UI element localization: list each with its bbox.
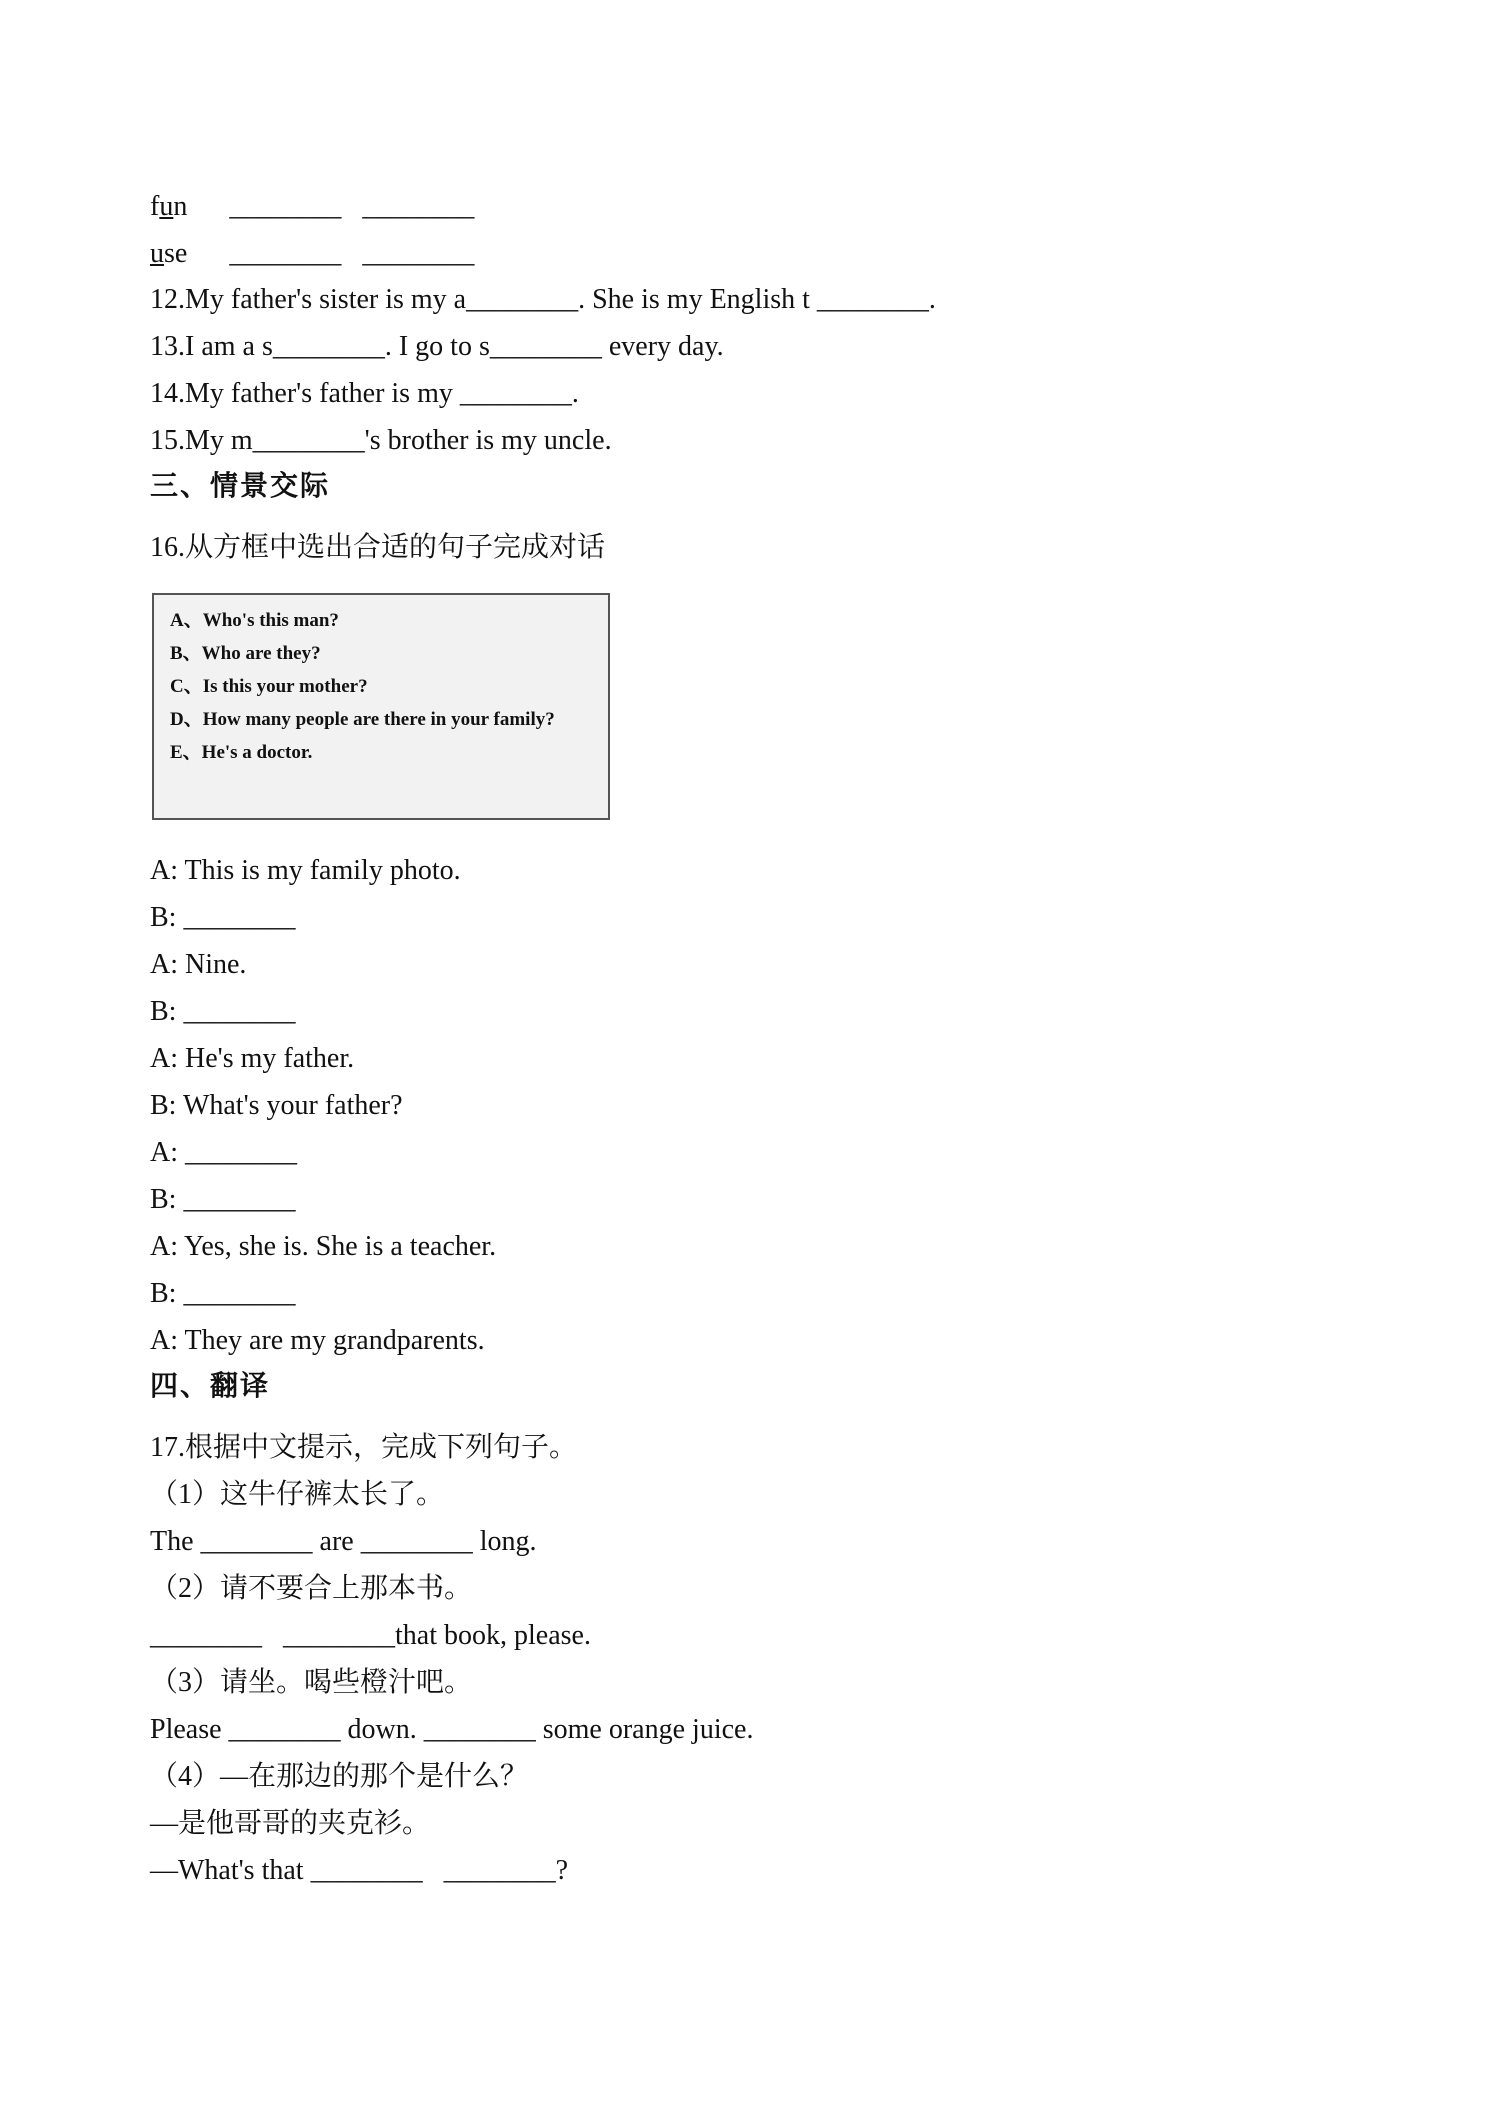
translation-prompt-4b: —是他哥哥的夹克衫。 [150,1808,431,1839]
dialogue-line: B: ________ [150,1278,296,1309]
dialogue-line: A: They are my grandparents. [150,1325,485,1356]
option-b: B、Who are they? [170,643,321,664]
word-prefix: f [150,191,160,222]
translation-prompt-3: （3）请坐。喝些橙汁吧。 [150,1667,473,1698]
word-rest: n ________ ________ [173,191,475,222]
dialogue-line: B: What's your father? [150,1090,403,1121]
dialogue-line: A: ________ [150,1137,297,1168]
option-c: C、Is this your mother? [170,676,368,697]
options-box [152,593,610,820]
translation-answer-4: —What's that ________ ________? [150,1855,568,1886]
dialogue-line: B: ________ [150,1184,296,1215]
dialogue-line: B: ________ [150,996,296,1027]
dialogue-line: A: Nine. [150,949,247,980]
dialogue-line: A: This is my family photo. [150,855,461,886]
translation-prompt-2: （2）请不要合上那本书。 [150,1573,473,1604]
dialogue-line: A: Yes, she is. She is a teacher. [150,1231,497,1262]
translation-answer-1: The ________ are ________ long. [150,1526,537,1557]
translation-prompt-1: （1）这牛仔裤太长了。 [150,1479,445,1510]
question-14: 14.My father's father is my ________. [150,378,579,409]
section-heading-4: 四、翻译 [150,1369,271,1402]
question-16: 16.从方框中选出合适的句子完成对话 [150,532,606,563]
question-12: 12.My father's sister is my a________. She is my English t ________. [150,284,936,315]
word-line-use [150,237,474,271]
question-15: 15.My m________'s brother is my uncle. [150,425,612,456]
question-17: 17.根据中文提示，完成下列句子。 [150,1432,578,1463]
translation-prompt-4: （4）—在那边的那个是什么？ [150,1761,529,1792]
question-13: 13.I am a s________. I go to s________ every day. [150,331,724,362]
dialogue-line: B: ________ [150,902,296,933]
word-rest: se ________ ________ [164,238,475,269]
translation-answer-2: ________ ________that book, please. [150,1620,591,1651]
underlined-letter: u [150,238,164,269]
section-heading-3: 三、情景交际 [150,469,331,502]
word-line-fun [150,190,474,224]
option-e: E、He's a doctor. [170,742,313,763]
underlined-letter: u [159,191,174,222]
translation-answer-3: Please ________ down. ________ some orange juice. [150,1714,754,1745]
dialogue-line: A: He's my father. [150,1043,355,1074]
option-d: D、How many people are there in your family? [170,709,555,730]
option-a: A、Who's this man? [170,610,339,631]
